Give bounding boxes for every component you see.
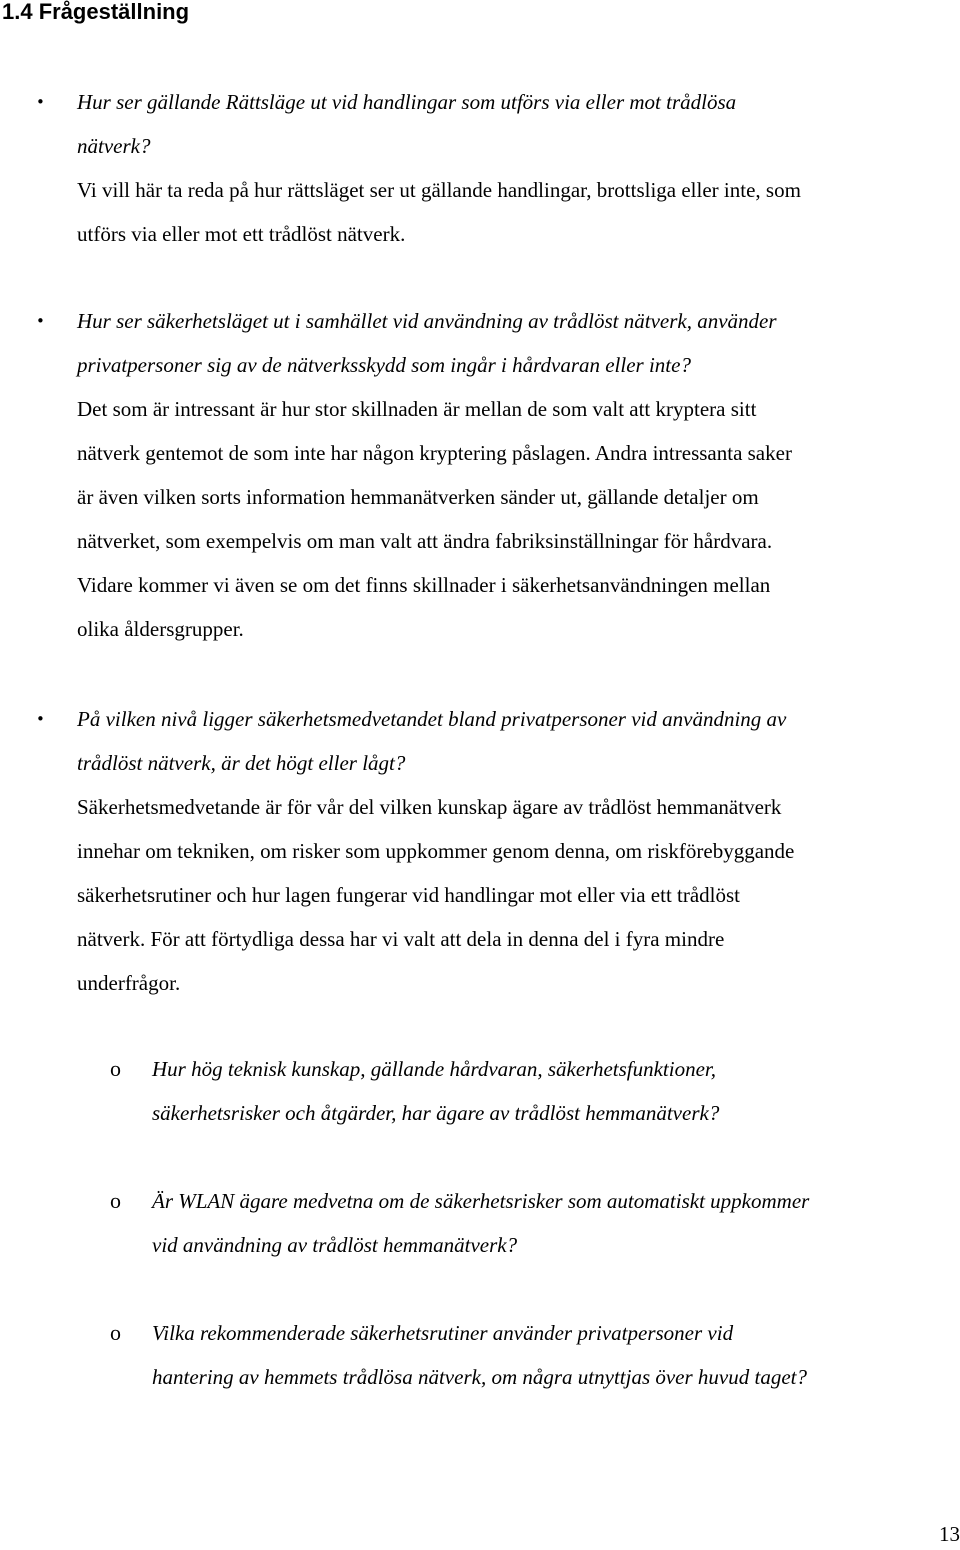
sub-list-item-text	[152, 1047, 952, 1135]
page-number: 13	[939, 1522, 960, 1546]
section-heading: 1.4 Frågeställning	[2, 0, 190, 24]
sub-question-line: Hur hög teknisk kunskap, gällande hårdvaran, säkerhetsfunktioner,	[152, 1057, 717, 1081]
answer-line: underfrågor.	[77, 971, 181, 995]
sub-question-line: hantering av hemmets trådlösa nätverk, om några utnyttjas över huvud taget?	[152, 1365, 807, 1389]
sub-question-line: Är WLAN ägare medvetna om de säkerhetsrisker som automatiskt uppkommer	[152, 1189, 810, 1213]
answer-line: är även vilken sorts information hemmanätverken sänder ut, gällande detaljer om	[77, 485, 759, 509]
sub-question-line: säkerhetsrisker och åtgärder, har ägare av trådlöst hemmanätverk?	[152, 1101, 720, 1125]
answer-line: nätverk. För att förtydliga dessa har vi valt att dela in denna del i fyra mindre	[77, 927, 725, 951]
answer-line: Vi vill här ta reda på hur rättsläget ser ut gällande handlingar, brottsliga eller inte, som	[77, 178, 801, 202]
answer-line: innehar om tekniken, om risker som uppkommer genom denna, om riskförebyggande	[77, 839, 795, 863]
question-line: nätverk?	[77, 134, 151, 158]
bullet-marker: •	[36, 710, 45, 728]
question-line: Hur ser gällande Rättsläge ut vid handlingar som utförs via eller mot trådlösa	[77, 90, 737, 114]
answer-line: olika åldersgrupper.	[77, 617, 244, 641]
answer-line: Det som är intressant är hur stor skillnaden är mellan de som valt att kryptera sitt	[77, 397, 757, 421]
bullet-marker: •	[36, 312, 45, 330]
answer-line: Vidare kommer vi även se om det finns skillnader i säkerhetsanvändningen mellan	[77, 573, 771, 597]
answer-line: nätverket, som exempelvis om man valt att ändra fabriksinställningar för hårdvara.	[77, 529, 773, 553]
sub-list-item-text	[152, 1311, 952, 1399]
sub-bullet-marker: o	[110, 1188, 121, 1213]
question-line: privatpersoner sig av de nätverksskydd som ingår i hårdvaran eller inte?	[77, 353, 691, 377]
sub-question-line: Vilka rekommenderade säkerhetsrutiner använder privatpersoner vid	[152, 1321, 734, 1345]
bullet-marker: •	[36, 93, 45, 111]
list-item-text	[77, 80, 957, 256]
answer-line: Säkerhetsmedvetande är för vår del vilken kunskap ägare av trådlöst hemmanätverk	[77, 795, 782, 819]
sub-bullet-marker: o	[110, 1056, 121, 1081]
answer-line: säkerhetsrutiner och hur lagen fungerar vid handlingar mot eller via ett trådlöst	[77, 883, 741, 907]
sub-question-line: vid användning av trådlöst hemmanätverk?	[152, 1233, 518, 1257]
question-line: På vilken nivå ligger säkerhetsmedvetandet bland privatpersoner vid användning av	[77, 707, 787, 731]
list-item-text	[77, 299, 957, 651]
question-line: Hur ser säkerhetsläget ut i samhället vid användning av trådlöst nätverk, använder	[77, 309, 777, 333]
answer-line: utförs via eller mot ett trådlöst nätverk.	[77, 222, 406, 246]
question-line: trådlöst nätverk, är det högt eller lågt?	[77, 751, 406, 775]
sub-list-item-text	[152, 1179, 952, 1267]
sub-bullet-marker: o	[110, 1320, 121, 1345]
answer-line: nätverk gentemot de som inte har någon kryptering påslagen. Andra intressanta saker	[77, 441, 792, 465]
list-item-text	[77, 697, 957, 1005]
